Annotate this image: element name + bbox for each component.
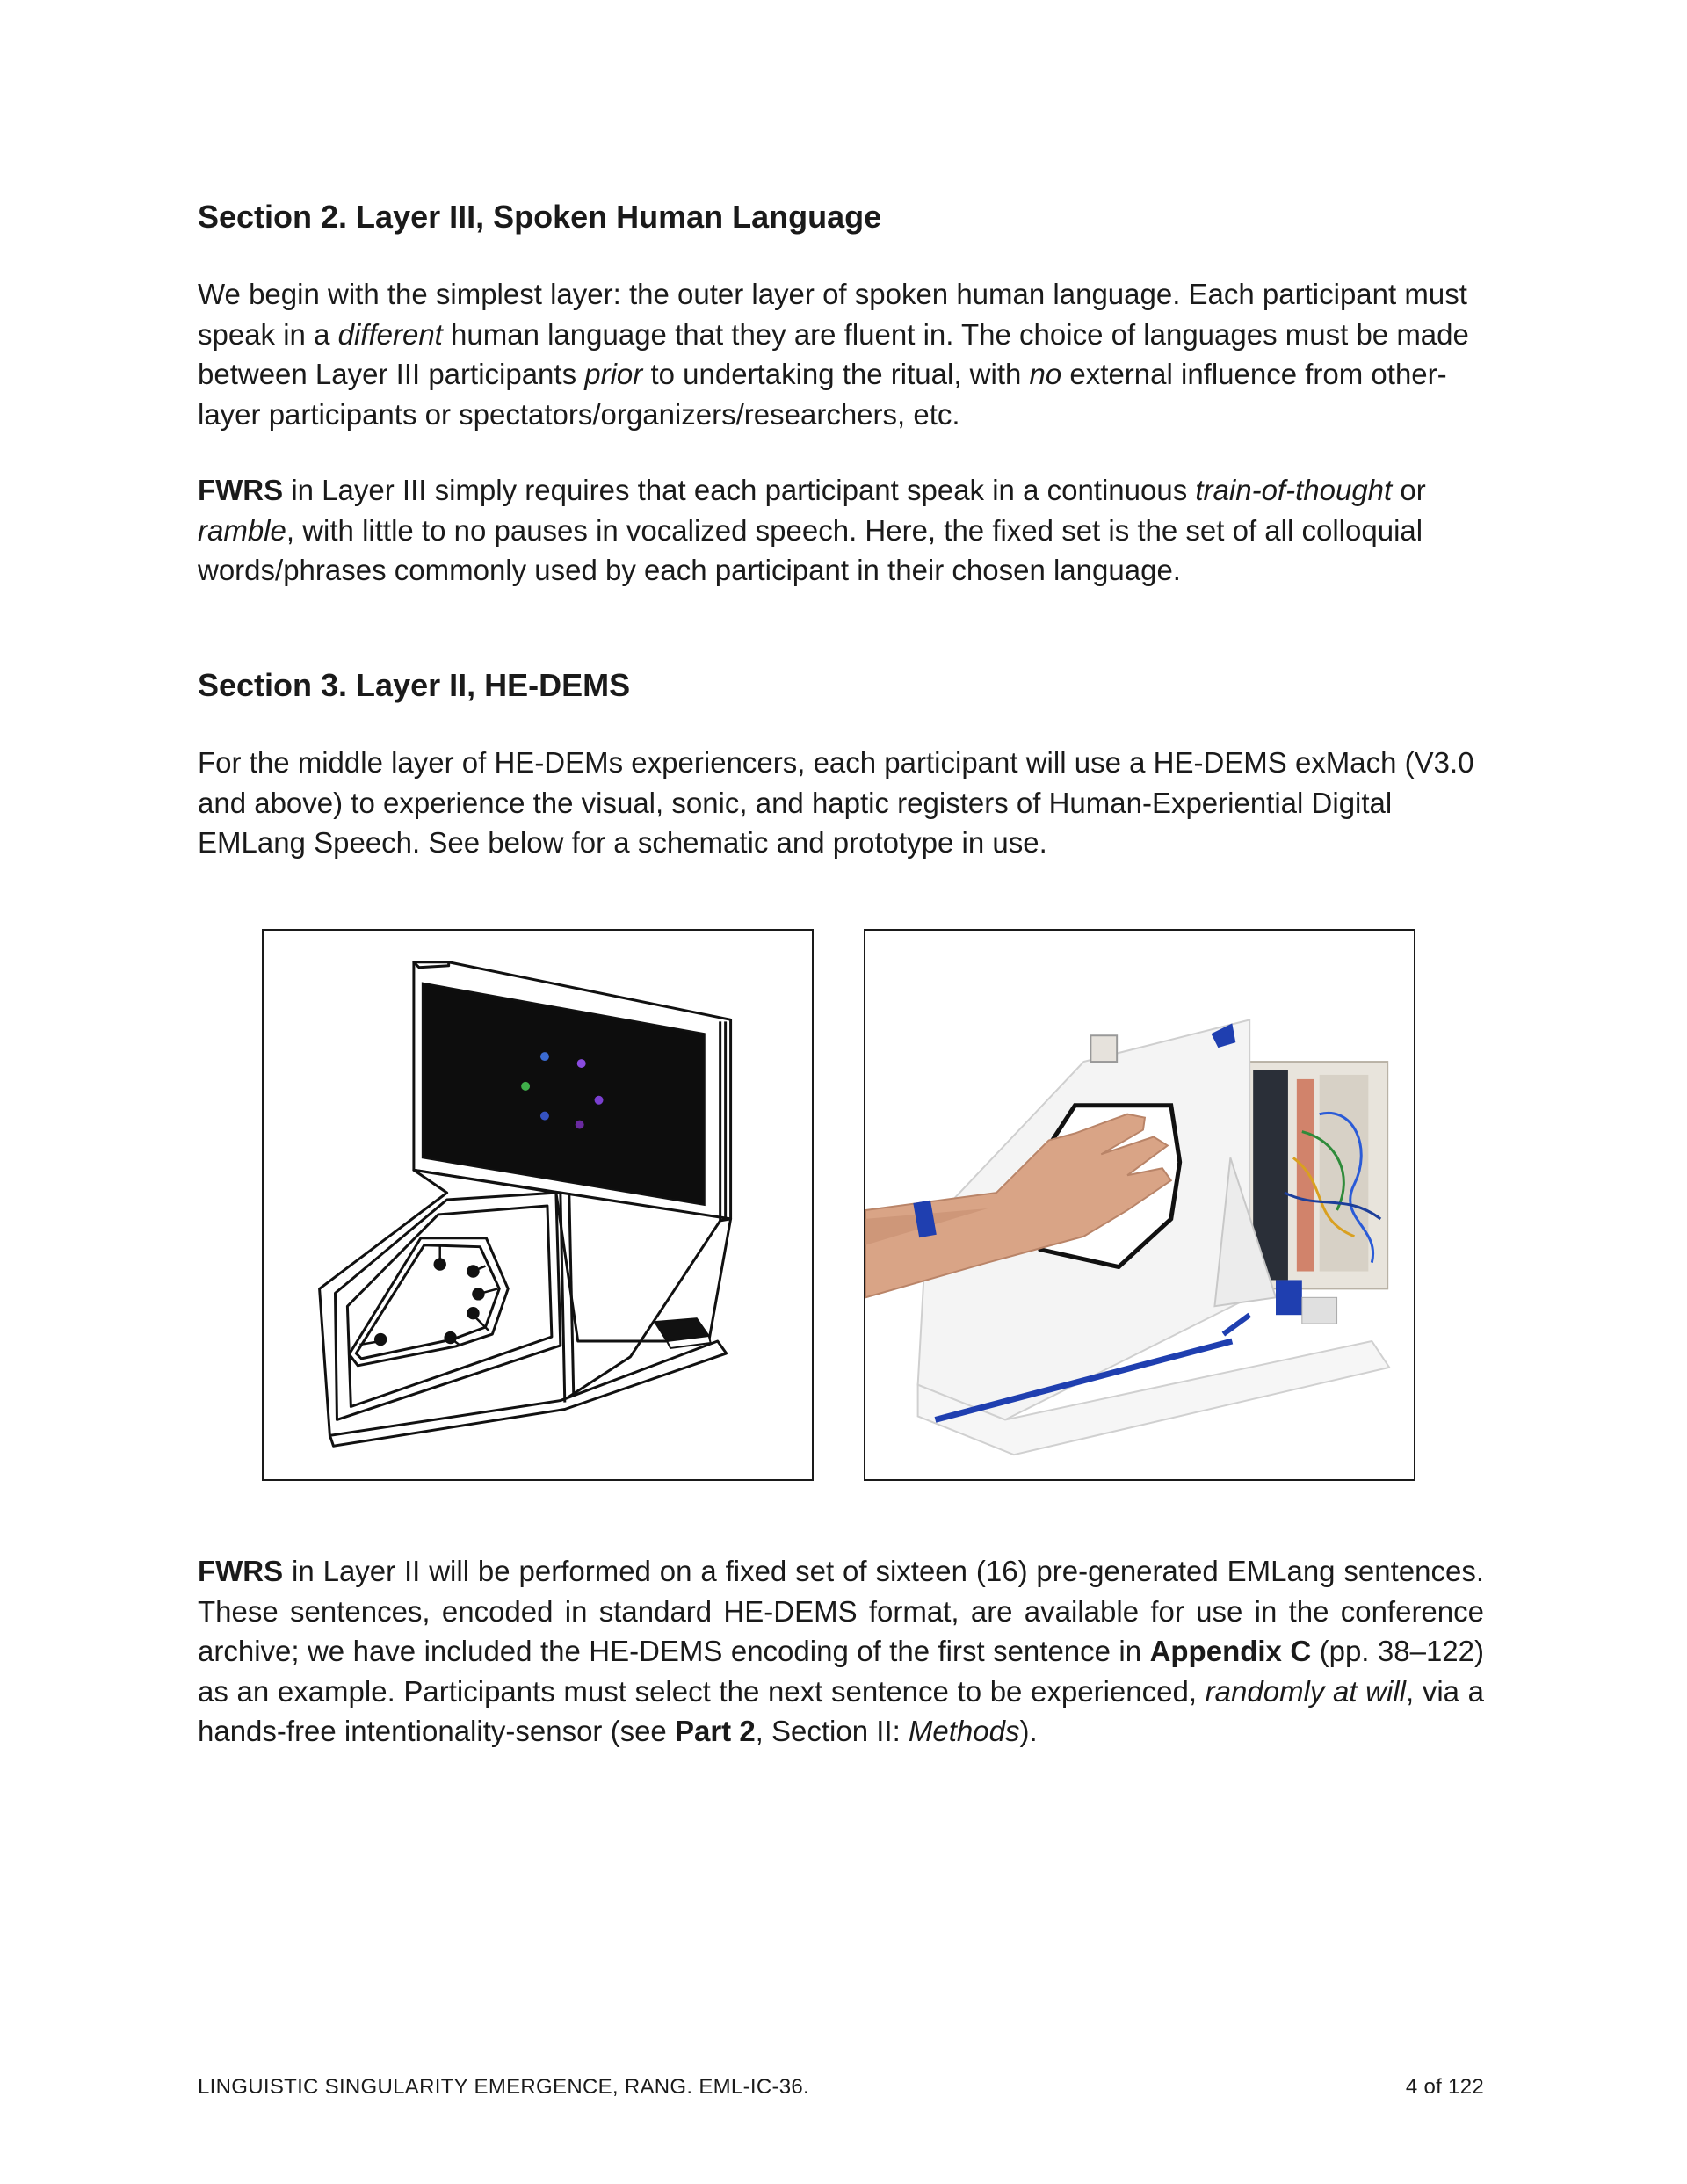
section-3-paragraph-1: For the middle layer of HE-DEMs experiencers, each participant will use a HE-DEMS exMach (V3.0 and above) to experience the visual, sonic, and haptic registers of Human-Experiential Digital EMLang Speech. See below for a schematic and prototype in use.: [198, 746, 1474, 859]
text-run: to undertaking the ritual, with: [642, 358, 1030, 390]
emphasis-ramble: ramble: [198, 513, 286, 547]
section-2-paragraph-2: [198, 470, 1484, 591]
emphasis-randomly-at-will: randomly at will: [1205, 1674, 1407, 1708]
appendix-c-reference: Appendix C: [1149, 1635, 1312, 1667]
schematic-figure: [262, 929, 814, 1481]
emphasis-train-of-thought: train-of-thought: [1195, 474, 1393, 506]
section-2-paragraph-1: [198, 274, 1484, 434]
emphasis-methods: Methods: [908, 1715, 1020, 1747]
term-fwrs: FWRS: [198, 1555, 284, 1587]
electronics-board: [1248, 1062, 1387, 1288]
footer-title: LINGUISTIC SINGULARITY EMERGENCE, RANG. EML-IC-36.: [198, 2075, 810, 2099]
text-run: in Layer III simply requires that each participant speak in a continuous: [283, 474, 1196, 506]
section-3-heading: Section 3. Layer II, HE-DEMS: [198, 667, 631, 703]
hedems-schematic-drawing: [264, 931, 812, 1479]
part-2-reference: Part 2: [674, 1715, 756, 1747]
text-run: in Layer II will be performed on a fixed set of sixteen (16) pre-generated EMLang sentences. These sentences, encoded in standard HE-DEMS format, are available for use in the conference archive; we have included the HE-DEMS encoding of the first sentence in: [198, 1555, 1484, 1667]
text-run: , Section II:: [755, 1715, 909, 1747]
page-number: 4 of 122: [1405, 2075, 1484, 2099]
section-3-paragraph-2: [198, 1551, 1484, 1752]
emphasis-no: no: [1029, 358, 1062, 390]
prototype-in-use-illustration: [865, 931, 1414, 1479]
emphasis-prior: prior: [584, 358, 643, 390]
text-run: , with little to no pauses in vocalized speech. Here, the fixed set is the set of all colloquial words/phrases commonly used by each participant in their chosen language.: [198, 513, 1423, 586]
text-run: (pp. 38–122) as an example. Participants must select the next sentence to be experienced,: [198, 1635, 1485, 1708]
text-run: external influence from other-layer participants or spectators/organizers/researchers, etc.: [198, 358, 1447, 431]
term-fwrs: FWRS: [198, 474, 284, 506]
text-run: We begin with the simplest layer: the outer layer of spoken human language. Each participant must speak in a: [198, 278, 1467, 351]
prototype-photo-figure: [864, 929, 1415, 1481]
section-2-heading: Section 2. Layer III, Spoken Human Language: [198, 199, 882, 235]
text-run: ).: [1019, 1715, 1038, 1747]
emphasis-different: different: [337, 317, 443, 351]
text-run: or: [1392, 474, 1426, 506]
text-run: , via a hands-free intentionality-sensor (see: [198, 1674, 1485, 1747]
text-run: human language that they are fluent in. The choice of languages must be made between Layer III participants: [198, 317, 1469, 390]
